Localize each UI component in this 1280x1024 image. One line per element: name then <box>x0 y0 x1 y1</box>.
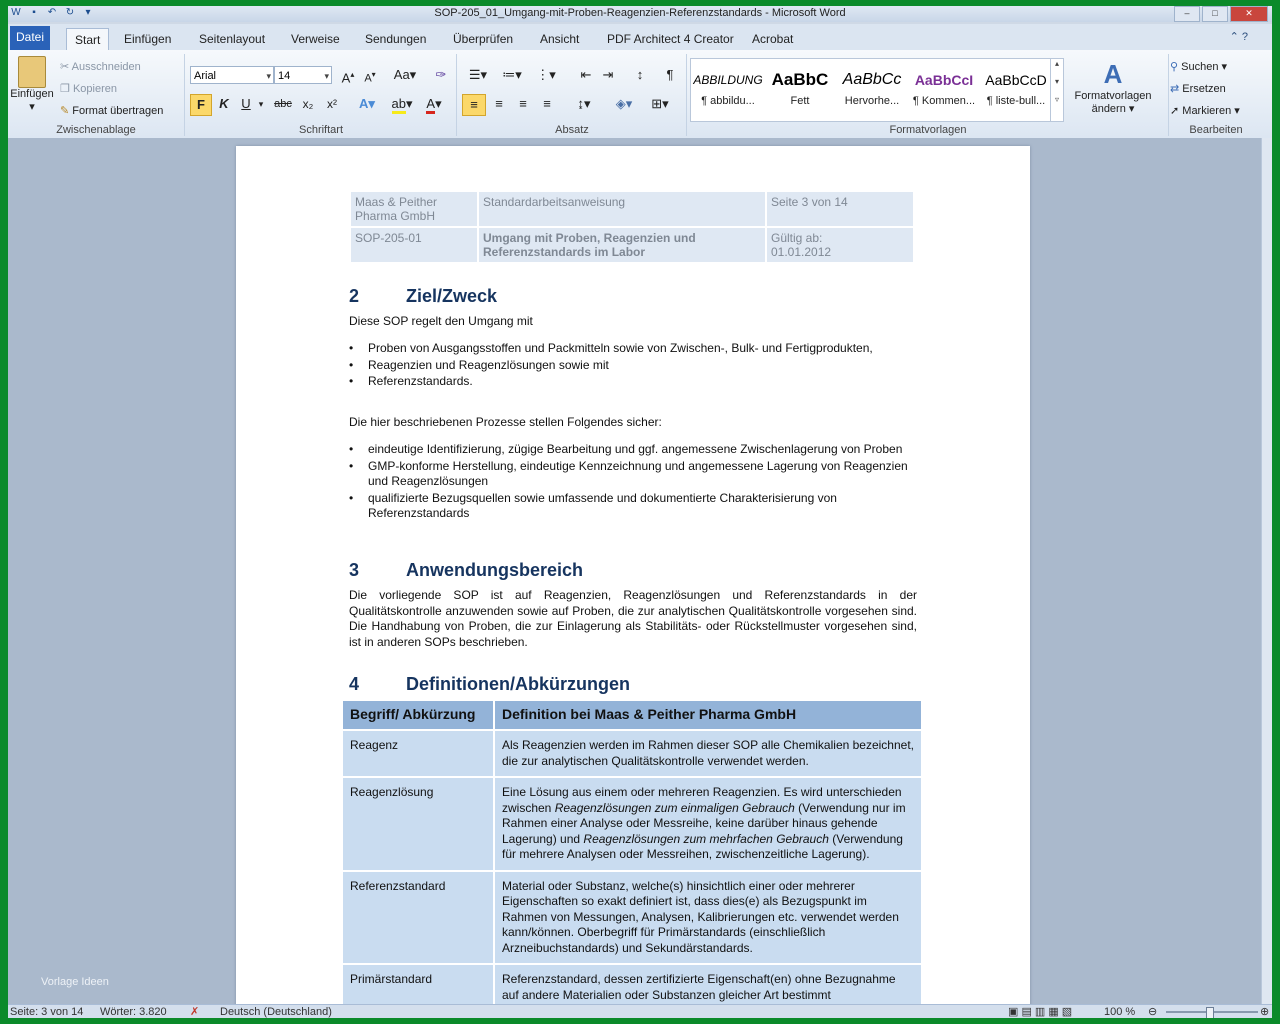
show-formatting-icon[interactable]: ¶ <box>666 67 674 82</box>
font-group <box>186 54 457 136</box>
table-cell-definition: Eine Lösung aus einem oder mehreren Reagenzien. Es wird unterschieden zwischen Reagenzlösungen zum einmaligen Gebrauch (Verwendung nur im Rahmen einer Analyse oder Messreihe, keine darüber hinaus gehende Lagerung) und Reagenzlösungen zum mehrfachen Gebrauch (Verwendung für mehrere Analysen oder Messreihen, zwischenzeitliche Lagerung). <box>494 777 922 871</box>
title-bar <box>8 6 1272 22</box>
undo-icon[interactable]: ↶ <box>47 7 57 18</box>
table-cell-term: Reagenz <box>342 730 494 777</box>
watermark-text: Vorlage Ideen <box>41 976 109 988</box>
clipboard-group-label: Zwischenablage <box>56 124 136 136</box>
section-2-list-2 <box>349 442 917 523</box>
strikethrough-button[interactable]: abc <box>274 98 292 110</box>
italic-button[interactable]: K <box>219 96 229 111</box>
document-area <box>8 138 1262 1004</box>
cursor-icon: ➚ <box>1170 105 1180 117</box>
status-page[interactable]: Seite: 3 von 14 <box>10 1006 84 1018</box>
font-color-icon[interactable]: A▾ <box>422 94 446 114</box>
table-row <box>342 964 922 1004</box>
line-spacing-icon[interactable]: ↨▾ <box>577 96 591 111</box>
table-cell-definition: Material oder Substanz, welche(s) hinsichtlich einer oder mehrerer Eigenschaften so exakt definiert ist, dass dies(e) als Bezugspunkt im Rahmen von Messungen, Analysen, Kalibrierungen etc. verwendet werden kann/können. Oberbegriff für Primärstandards (einschließlich Arzneibuchstandards) und Sekundärstandards. <box>494 871 922 965</box>
justify-icon[interactable]: ≡ <box>543 96 551 111</box>
paragraph-group-label: Absatz <box>555 124 589 136</box>
heading-section-3: 3 Anwendungsbereich <box>349 560 584 580</box>
find-button[interactable]: ⚲ Suchen ▾ <box>1170 61 1228 73</box>
tab-start[interactable]: Start <box>66 28 109 51</box>
text-effects-icon[interactable]: A▾ <box>359 96 375 111</box>
zoom-in-icon[interactable]: ⊕ <box>1260 1006 1270 1018</box>
editing-group-label: Bearbeiten <box>1189 124 1243 136</box>
superscript-button[interactable]: x² <box>327 97 337 111</box>
tab-seitenlayout[interactable]: Seitenlayout <box>199 32 266 46</box>
numbering-icon[interactable]: ≔▾ <box>502 67 522 82</box>
zoom-level[interactable]: 100 % <box>1104 1006 1136 1018</box>
customize-qat-icon[interactable]: ▾ <box>85 7 91 18</box>
word-window <box>8 6 1272 1018</box>
underline-button[interactable]: U <box>241 96 251 111</box>
table-cell-term: Primärstandard <box>342 964 494 1004</box>
section-3-text: Die vorliegende SOP ist auf Reagenzien, Reagenzlösungen und Referenzstandards in der Qualitätskontrolle anzuwenden sowie auf Proben, die zur analytischen Qualitätskontrolle vorgesehen sind. Die Handhabung von Proben, die zur Einlagerung als Stabilitäts- oder Rückstellmuster vorgesehen sind, ist in anderen SOPs beschrieben. <box>349 588 917 649</box>
tab-sendungen[interactable]: Sendungen <box>365 32 427 46</box>
save-icon[interactable]: ▪ <box>32 7 36 18</box>
heading-section-4: 4 Definitionen/Abkürzungen <box>349 674 630 694</box>
multilevel-list-icon[interactable]: ⋮▾ <box>536 67 556 82</box>
align-left-icon[interactable]: ≡ <box>462 94 486 116</box>
table-cell-definition: Referenzstandard, dessen zertifizierte Eigenschaft(en) ohne Bezugnahme auf andere Materialien oder Substanzen gleicher Art bestimmt <box>494 964 922 1004</box>
maximize-button[interactable]: □ <box>1202 6 1228 22</box>
paste-icon <box>18 56 46 88</box>
change-styles-button[interactable]: A Formatvorlagen ändern ▾ <box>1070 58 1156 115</box>
list-item: • GMP-konforme Herstellung, eindeutige Kennzeichnung und angemessene Lagerung von Reagenzien und Reagenzlösungen <box>349 459 917 490</box>
binoculars-icon: ⚲ <box>1170 61 1179 73</box>
word-app-icon[interactable]: W <box>11 7 21 18</box>
close-button[interactable]: ✕ <box>1230 6 1268 22</box>
document-header-table <box>349 190 915 264</box>
borders-icon[interactable]: ⊞▾ <box>651 96 669 111</box>
shading-icon[interactable]: ◈▾ <box>615 96 633 111</box>
style-fett[interactable]: AaBbC Fett <box>771 70 829 107</box>
list-item: • Proben von Ausgangsstoffen und Packmitteln sowie von Zwischen-, Bulk- und Fertigprodukten, <box>349 341 917 357</box>
style-hervorhebung[interactable]: AaBbCc Hervorhe... <box>842 71 902 107</box>
tab-ueberpruefen[interactable]: Überprüfen <box>453 32 514 46</box>
definitions-header-definition: Definition bei Maas & Peither Pharma GmbH <box>494 700 922 730</box>
table-row <box>342 777 922 871</box>
font-name-combo[interactable]: Arial ▾ <box>190 66 274 84</box>
bold-button[interactable]: F <box>190 94 212 116</box>
status-language[interactable]: Deutsch (Deutschland) <box>220 1006 332 1018</box>
header-company: Maas & Peither Pharma GmbH <box>350 191 478 227</box>
editing-group <box>1170 54 1262 136</box>
highlight-icon[interactable]: ab▾ <box>390 94 414 114</box>
format-painter-button[interactable]: ✎ Format übertragen <box>60 105 164 117</box>
view-buttons[interactable]: ▣ ▤ ▥ ▦ ▧ <box>1008 1006 1073 1018</box>
tab-ansicht[interactable]: Ansicht <box>540 32 580 46</box>
header-subject: Umgang mit Proben, Reagenzien und Referenzstandards im Labor <box>478 227 766 263</box>
copy-button[interactable]: ❐ Kopieren <box>60 83 117 95</box>
status-bar <box>8 1004 1272 1018</box>
ribbon <box>8 50 1272 139</box>
styles-group-label: Formatvorlagen <box>889 124 967 136</box>
definitions-header-term: Begriff/ Abkürzung <box>342 700 494 730</box>
tab-acrobat[interactable]: Acrobat <box>752 32 794 46</box>
heading-section-2: 2 Ziel/Zweck <box>349 286 498 306</box>
table-row <box>342 730 922 777</box>
select-button[interactable]: ➚ Markieren ▾ <box>1170 105 1240 117</box>
style-liste-bullet[interactable]: AaBbCcD ¶ liste-bull... <box>985 72 1047 107</box>
definitions-table <box>341 699 923 1004</box>
subscript-button[interactable]: x₂ <box>302 97 314 111</box>
change-styles-icon: A <box>1103 59 1123 89</box>
header-doc-type: Standardarbeitsanweisung <box>478 191 766 227</box>
tab-verweise[interactable]: Verweise <box>291 32 340 46</box>
scissors-icon: ✂ <box>60 61 70 73</box>
change-case-icon[interactable]: Aa▾ <box>393 67 417 82</box>
window-title: SOP-205_01_Umgang-mit-Proben-Reagenzien-Referenzstandards - Microsoft Word <box>434 7 846 19</box>
font-group-label: Schriftart <box>298 124 343 136</box>
status-words[interactable]: Wörter: 3.820 <box>100 1006 167 1018</box>
zoom-out-icon[interactable]: ⊖ <box>1148 1006 1158 1018</box>
redo-icon[interactable]: ↻ <box>65 7 75 18</box>
replace-button[interactable]: ⇄ Ersetzen <box>1170 83 1226 95</box>
style-kommentar[interactable]: AaBbCcI ¶ Kommen... <box>912 72 976 107</box>
document-page[interactable] <box>236 146 1030 1004</box>
minimize-button[interactable]: – <box>1174 6 1200 22</box>
decrease-indent-icon[interactable]: ⇤ <box>580 67 592 82</box>
vertical-scrollbar[interactable] <box>1261 138 1272 1004</box>
section-2-intro-2: Die hier beschriebenen Prozesse stellen Folgendes sicher: <box>349 415 662 429</box>
shrink-font-icon[interactable]: A▾ <box>364 70 376 85</box>
paragraph-group <box>458 54 687 136</box>
tab-pdf-architect[interactable]: PDF Architect 4 Creator <box>607 32 734 46</box>
table-cell-term: Reagenzlösung <box>342 777 494 871</box>
table-cell-term: Referenzstandard <box>342 871 494 965</box>
list-item: • Reagenzien und Reagenzlösungen sowie mit <box>349 358 917 374</box>
header-valid: Gültig ab: 01.01.2012 <box>766 227 914 263</box>
grow-font-icon[interactable]: A▴ <box>341 70 355 86</box>
clipboard-group <box>8 54 185 136</box>
styles-scroll[interactable]: ▴ ▾ ▿ <box>1050 59 1063 121</box>
tab-datei[interactable]: Datei <box>10 26 50 50</box>
minimize-ribbon-icon[interactable]: ⌃ ? <box>1229 31 1248 43</box>
section-2-intro: Diese SOP regelt den Umgang mit <box>349 314 533 328</box>
header-sop-id: SOP-205-01 <box>350 227 478 263</box>
paste-button[interactable]: Einfügen ▾ <box>10 56 54 113</box>
font-size-combo[interactable]: 14 ▾ <box>274 66 332 84</box>
list-item: • eindeutige Identifizierung, zügige Bearbeitung und ggf. angemessene Zwischenlagerung von Proben <box>349 442 917 458</box>
header-page: Seite 3 von 14 <box>766 191 914 227</box>
section-2-list-1 <box>349 341 917 391</box>
tab-einfuegen[interactable]: Einfügen <box>124 32 172 46</box>
replace-icon: ⇄ <box>1170 83 1180 95</box>
proofing-icon[interactable]: ✗ <box>190 1006 200 1018</box>
list-item: • Referenzstandards. <box>349 374 917 390</box>
underline-dropdown-icon[interactable]: ▾ <box>258 99 264 109</box>
styles-gallery <box>690 58 1064 122</box>
brush-icon: ✎ <box>60 105 70 117</box>
align-right-icon[interactable]: ≡ <box>519 96 527 111</box>
cut-button[interactable]: ✂ Ausschneiden <box>60 61 141 73</box>
increase-indent-icon[interactable]: ⇥ <box>602 67 614 82</box>
style-abbildung[interactable]: ABBILDUNG ¶ abbildu... <box>693 73 763 107</box>
bullets-icon[interactable]: ☰▾ <box>468 67 488 82</box>
align-center-icon[interactable]: ≡ <box>495 96 503 111</box>
list-item: • qualifizierte Bezugsquellen sowie umfassende und dokumentierte Charakterisierung von Referenzstandards <box>349 491 917 522</box>
styles-group <box>688 54 1169 136</box>
copy-icon: ❐ <box>60 83 70 95</box>
table-row <box>342 871 922 965</box>
clear-formatting-icon[interactable]: ✑ <box>435 67 447 82</box>
table-cell-definition: Als Reagenzien werden im Rahmen dieser SOP alle Chemikalien bezeichnet, die zur analytischen Qualitätskontrolle verwendet werden. <box>494 730 922 777</box>
ribbon-tabs <box>8 24 1272 50</box>
sort-icon[interactable]: ↕ <box>636 67 644 82</box>
window-controls <box>1174 6 1268 22</box>
zoom-slider-thumb[interactable] <box>1206 1007 1214 1018</box>
